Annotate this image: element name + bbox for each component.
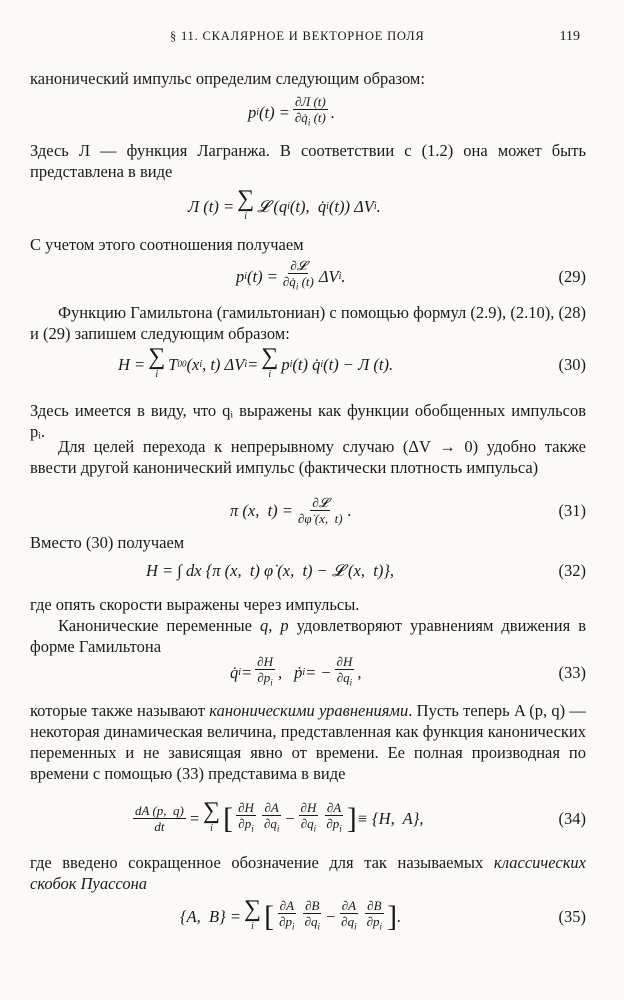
equation-30: H = ∑ i T 00 (x i , t) ΔV i = ∑ i p i (t) q̇ i (t) − Л (t). (30) bbox=[30, 344, 586, 384]
paragraph-9: Канонические переменные q, p удовлетворяют уравнениям движения в форме Гамильтона bbox=[30, 616, 586, 656]
paragraph-1: канонический импульс определим следующим образом: bbox=[30, 69, 425, 88]
paragraph-4: Функцию Гамильтона (гамильтониан) с помощью формул (2.9), (2.10), (28) и (29) запишем следующим образом: bbox=[30, 303, 586, 343]
equation-34: $\frac{dA (p, q)}{dt}$ = ∑ i [ $\frac{\partial H}{\partial p_i}$ $\frac{\partial A}{\partial q_i}$ − $\frac{\partial H}{\partial q_i}$ $\frac{\partial A}{\partial p_i}$ ] ≡ {H, A}, (34) bbox=[30, 798, 586, 838]
paragraph-8: где опять скорости выражены через импульсы. bbox=[30, 595, 360, 614]
equation-lagrangian-sum: Л (t) = ∑ i 𝓛 (q i (t), q̇ i (t)) ΔV i . bbox=[188, 186, 381, 222]
paragraph-5: Здесь имеется в виду, что qᵢ выражены как функции обобщенных импульсов pᵢ. bbox=[30, 401, 586, 441]
equation-32: H = ∫ dx {π (x, t) φ̇ (x, t) − 𝓛 (x, t)}, (32) bbox=[30, 550, 586, 590]
equation-momentum-def: p i (t) = $\frac{\partial Л (t)}{\partial q̇_i (t)}$ . bbox=[248, 93, 335, 128]
paragraph-7: Вместо (30) получаем bbox=[30, 533, 185, 552]
equation-number: (34) bbox=[558, 808, 586, 828]
equation-number: (29) bbox=[558, 266, 586, 286]
equation-number: (31) bbox=[558, 500, 586, 520]
equation-29: p i (t) = $\frac{\text{∂𝓛}}{\partial q̇_i (t)}$ ΔV i . (29) bbox=[30, 256, 586, 296]
page-number: 119 bbox=[559, 29, 580, 44]
equation-33: q̇ i = $\frac{\partial H}{\partial p_i}$ , ṗ i = − $\frac{\partial H}{\partial q_i}$ , (33) bbox=[30, 652, 586, 692]
paragraph-3: С учетом этого соотношения получаем bbox=[30, 235, 304, 254]
equation-number: (30) bbox=[558, 354, 586, 374]
equation-number: (32) bbox=[558, 560, 586, 580]
equation-number: (35) bbox=[558, 906, 586, 926]
running-header bbox=[0, 26, 624, 46]
section-title: § 11. СКАЛЯРНОЕ И ВЕКТОРНОЕ ПОЛЯ bbox=[170, 29, 425, 43]
equation-31: π (x, t) = $\frac{\text{∂𝓛}}{\partial\varphi̇ (x, t)}$ . (31) bbox=[30, 490, 586, 530]
paragraph-11: где введено сокращенное обозначение для так называемых классических скобок Пуассона bbox=[30, 853, 586, 893]
paragraph-10: которые также называют каноническими уравнениями. Пусть теперь A (p, q) — некоторая динамическая величина, представленная как функция канонических переменных и не зависящая явно от времени. Ее полная производная по времени с помощью (33) представима в виде bbox=[30, 701, 586, 783]
equation-number: (33) bbox=[558, 662, 586, 682]
paragraph-6: Для целей перехода к непрерывному случаю (ΔV → 0) удобно также ввести другой канонический импульс (фактически плотность импульса) bbox=[30, 437, 586, 477]
equation-35: {A, B} = ∑ i [ $\frac{\partial A}{\partial p_i}$ $\frac{\partial B}{\partial q_i}$ − $\frac{\partial A}{\partial q_i}$ $\frac{\partial B}{\partial p_i}$ ] . (35) bbox=[30, 896, 586, 936]
paragraph-2: Здесь Л — функция Лагранжа. В соответствии с (1.2) она может быть представлена в виде bbox=[30, 141, 586, 181]
